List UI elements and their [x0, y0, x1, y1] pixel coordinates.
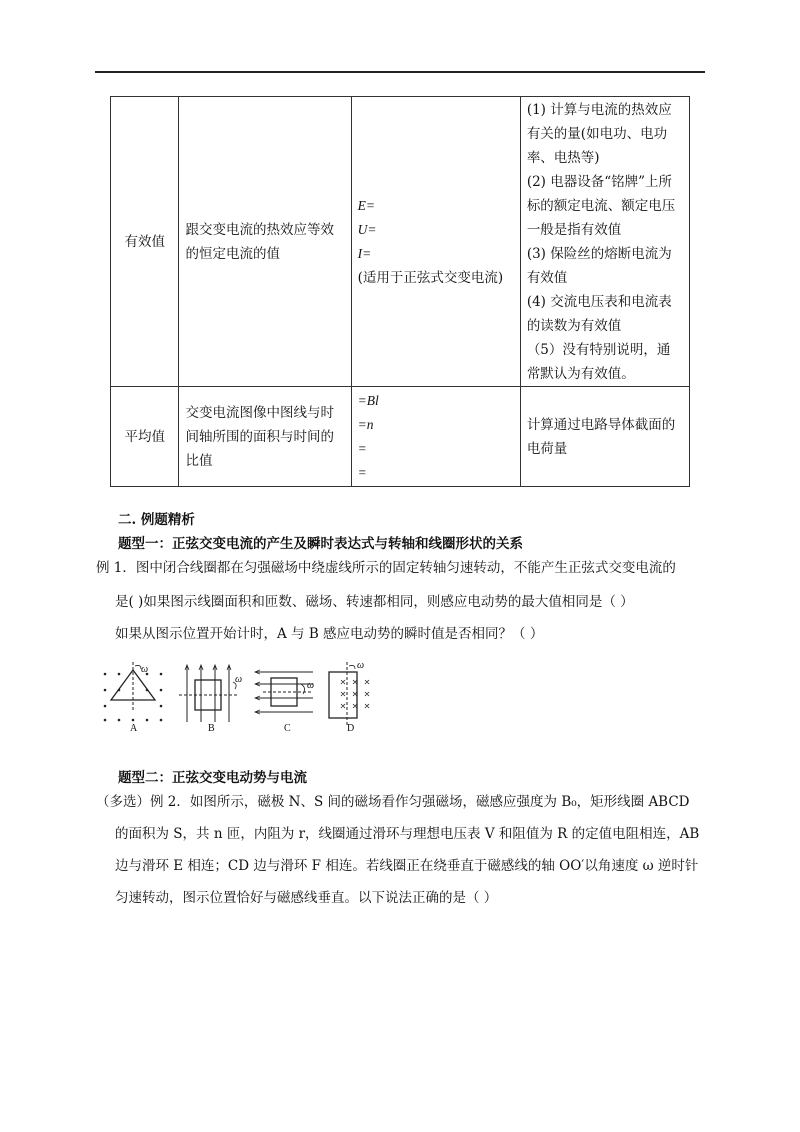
note-2: (2) 电器设备“铭牌”上所标的额定电流、额定电压一般是指有效值: [526, 173, 676, 238]
note-5: （5）没有特别说明，通常默认为有效值。: [526, 341, 671, 382]
topic2-heading: 题型二：正弦交变电动势与电流: [118, 770, 307, 786]
omega-label-d: ω: [357, 660, 365, 671]
note-4: (4) 交流电压表和电流表的读数为有效值: [526, 293, 672, 334]
figure-label-a: A: [130, 723, 138, 734]
figure-label-d: D: [347, 723, 355, 734]
row-formulas: [351, 387, 520, 487]
example1-line3: 如果从图示位置开始计时，A 与 B 感应电动势的瞬时值是否相同？（ ）: [115, 626, 544, 642]
formula-3: =: [357, 440, 367, 456]
note-1: (1) 计算与电流的热效应有关的量(如电功、电功率、电热等): [526, 101, 672, 166]
formula-u: U=: [357, 221, 377, 237]
example2-line4: 匀速转动，图示位置恰好与磁感线垂直。以下说法正确的是（ ）: [115, 890, 498, 906]
formula-1: =Bl: [357, 392, 379, 408]
omega-label-c: ω: [307, 680, 315, 691]
example2-line1: （多选）例 2．如图所示，磁极 N、S 间的磁场看作匀强磁场，磁感应强度为 B₀，矩形线圈 ABCD: [96, 794, 690, 810]
row-definition: 交变电流图像中图线与时间轴所围的面积与时间的比值: [179, 387, 351, 487]
row-notes: [520, 97, 689, 387]
section-title: 二. 例题精析: [118, 512, 195, 528]
formula-i: I=: [357, 245, 372, 261]
omega-label-b: ω: [235, 674, 243, 685]
example2-line3: 边与滑环 E 相连；CD 边与滑环 F 相连。若线圈正在绕垂直于磁感线的轴 OO′以角速度 ω 逆时针: [115, 858, 699, 874]
row-notes: 计算通过电路导体截面的电荷量: [520, 387, 689, 487]
row-name: 有效值: [111, 97, 179, 387]
figure-label-b: B: [208, 723, 215, 734]
example2-line2: 的面积为 S，共 n 匝，内阻为 r，线圈通过滑环与理想电压表 V 和阻值为 R 的定值电阻相连，AB: [115, 826, 700, 842]
header-rule: [95, 71, 705, 73]
figure-c: [255, 670, 313, 714]
row-formulas: [351, 97, 520, 387]
figure-a: [104, 662, 163, 721]
omega-label-a: ω: [141, 664, 149, 675]
table-row-average: [111, 387, 690, 487]
formula-note: (适用于正弦式交变电流): [357, 269, 504, 286]
figure-b: [179, 665, 237, 722]
row-definition: 跟交变电流的热效应等效的恒定电流的值: [179, 97, 351, 387]
formula-e: E=: [357, 197, 376, 213]
example1-line2: 是( )如果图示线圈面积和匝数、磁场、转速都相同，则感应电动势的最大值相同是（ ）: [115, 594, 634, 610]
note-3: (3) 保险丝的熔断电流为有效值: [526, 245, 672, 286]
figure-label-c: C: [284, 723, 291, 734]
table-row-effective: [111, 97, 690, 387]
formula-2: =n: [357, 416, 374, 432]
topic1-heading: 题型一：正弦交变电流的产生及瞬时表达式与转轴和线圈形状的关系: [118, 536, 523, 552]
example1-line1: 例 1．图中闭合线圈都在匀强磁场中绕虚线所示的固定转轴匀速转动，不能产生正弦式交变电流的: [96, 560, 676, 576]
row-name: 平均值: [111, 387, 179, 487]
example1-figure: [95, 660, 415, 740]
formula-4: =: [357, 464, 367, 480]
formula-table: [110, 96, 690, 487]
figure-d: [329, 662, 369, 726]
